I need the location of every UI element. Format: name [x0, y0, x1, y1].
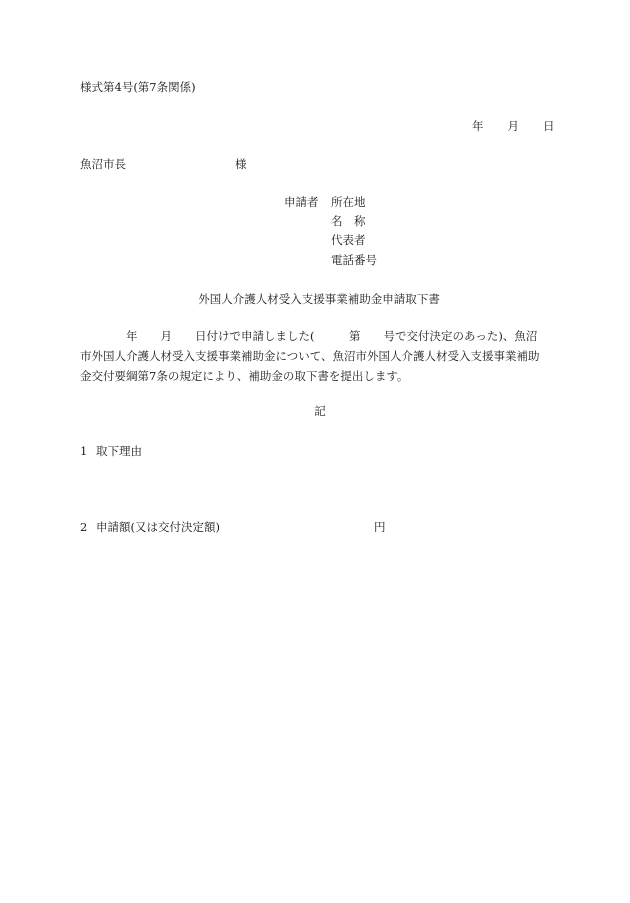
item-label: 取下理由: [96, 444, 142, 458]
body-line-3: 金交付要綱第7条の規定により、補助金の取下書を提出します。: [80, 369, 409, 383]
document-title-text: 外国人介護人材受入支援事業補助金申請取下書: [198, 292, 440, 306]
body-line-2: 市外国人介護人材受入支援事業補助金について、魚沼市外国人介護人材受入支援事業補助: [80, 349, 540, 363]
applicant-phone-label: 電話番号: [331, 253, 377, 267]
item-number: 1: [80, 444, 88, 458]
amount-unit: 円: [374, 520, 386, 534]
addressee-suffix: 様: [235, 157, 247, 171]
item-number: 2: [80, 520, 88, 534]
addressee: [80, 157, 247, 171]
date-day: 日: [543, 119, 555, 133]
applicant-address-label: 所在地: [331, 195, 366, 209]
applicant-name-label: 名 称: [331, 214, 366, 228]
addressee-name: 魚沼市長: [80, 157, 126, 171]
body-line-1: 年 月 日付けで申請しました( 第 号で交付決定のあった)、魚沼: [80, 329, 538, 343]
ki-heading: [0, 406, 630, 418]
date-line: [472, 121, 555, 133]
document-title: [0, 294, 630, 306]
form-number-label: 様式第4号(第7条関係): [80, 80, 196, 94]
date-year: 年: [472, 119, 484, 133]
item-label: 申請額(又は交付決定額): [96, 520, 220, 534]
applicant-representative-label: 代表者: [331, 233, 366, 247]
applicant-role: 申請者: [284, 195, 319, 209]
ki-text: 記: [314, 404, 326, 418]
date-month: 月: [507, 119, 519, 133]
